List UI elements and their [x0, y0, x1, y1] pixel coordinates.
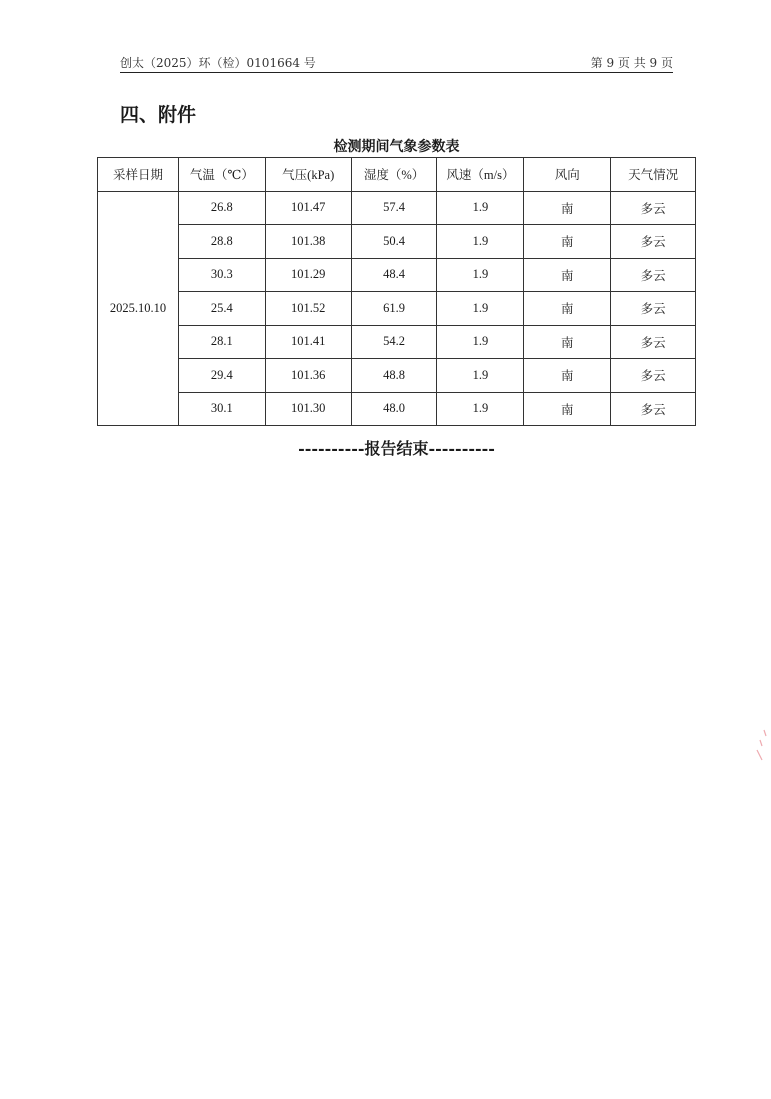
pressure-cell: 101.36	[265, 359, 351, 393]
wind-speed-cell: 1.9	[437, 392, 524, 426]
seal-stamp	[748, 690, 771, 800]
humidity-cell: 57.4	[351, 191, 437, 225]
page-number: 第 9 页 共 9 页	[590, 56, 673, 70]
pressure-cell: 101.41	[265, 325, 351, 359]
wind-dir-cell: 南	[524, 225, 611, 259]
weather-cell: 多云	[611, 359, 696, 393]
pressure-cell: 101.29	[265, 258, 351, 292]
table-row	[98, 359, 696, 393]
section-title: 四、附件	[120, 104, 197, 126]
table-header-row	[98, 158, 696, 192]
temp-cell: 28.8	[178, 225, 265, 259]
column-header: 风向	[524, 158, 611, 192]
pressure-cell: 101.38	[265, 225, 351, 259]
column-header: 气压(kPa)	[265, 158, 351, 192]
wind-speed-cell: 1.9	[437, 258, 524, 292]
table-body	[98, 191, 696, 426]
pressure-cell: 101.52	[265, 292, 351, 326]
weather-table	[97, 157, 696, 426]
wind-dir-cell: 南	[524, 325, 611, 359]
wind-dir-cell: 南	[524, 359, 611, 393]
table-row	[98, 325, 696, 359]
humidity-cell: 48.0	[351, 392, 437, 426]
sampling-date-cell: 2025.10.10	[98, 191, 179, 426]
humidity-cell: 61.9	[351, 292, 437, 326]
table-row	[98, 191, 696, 225]
wind-dir-cell: 南	[524, 392, 611, 426]
table-title: 检测期间气象参数表	[333, 139, 460, 155]
column-header: 天气情况	[611, 158, 696, 192]
weather-cell: 多云	[611, 225, 696, 259]
column-header: 气温（℃）	[178, 158, 265, 192]
wind-speed-cell: 1.9	[437, 225, 524, 259]
weather-cell: 多云	[611, 258, 696, 292]
humidity-cell: 48.8	[351, 359, 437, 393]
page-header	[120, 52, 673, 73]
table-row	[98, 292, 696, 326]
wind-dir-cell: 南	[524, 292, 611, 326]
seal-mark	[757, 730, 766, 760]
temp-cell: 30.3	[178, 258, 265, 292]
report-number: 创太（2025）环（检）0101664 号	[120, 56, 316, 70]
humidity-cell: 54.2	[351, 325, 437, 359]
temp-cell: 25.4	[178, 292, 265, 326]
table-row	[98, 225, 696, 259]
temp-cell: 30.1	[178, 392, 265, 426]
table-row	[98, 392, 696, 426]
weather-cell: 多云	[611, 325, 696, 359]
wind-dir-cell: 南	[524, 191, 611, 225]
wind-speed-cell: 1.9	[437, 292, 524, 326]
humidity-cell: 50.4	[351, 225, 437, 259]
weather-cell: 多云	[611, 392, 696, 426]
column-header: 采样日期	[98, 158, 179, 192]
temp-cell: 26.8	[178, 191, 265, 225]
temp-cell: 28.1	[178, 325, 265, 359]
column-header: 风速（m/s）	[437, 158, 524, 192]
wind-speed-cell: 1.9	[437, 359, 524, 393]
report-end-marker: ----------报告结束----------	[298, 439, 495, 458]
temp-cell: 29.4	[178, 359, 265, 393]
weather-cell: 多云	[611, 292, 696, 326]
pressure-cell: 101.30	[265, 392, 351, 426]
wind-dir-cell: 南	[524, 258, 611, 292]
humidity-cell: 48.4	[351, 258, 437, 292]
weather-cell: 多云	[611, 191, 696, 225]
table-row	[98, 258, 696, 292]
column-header: 湿度（%）	[351, 158, 437, 192]
pressure-cell: 101.47	[265, 191, 351, 225]
wind-speed-cell: 1.9	[437, 325, 524, 359]
wind-speed-cell: 1.9	[437, 191, 524, 225]
